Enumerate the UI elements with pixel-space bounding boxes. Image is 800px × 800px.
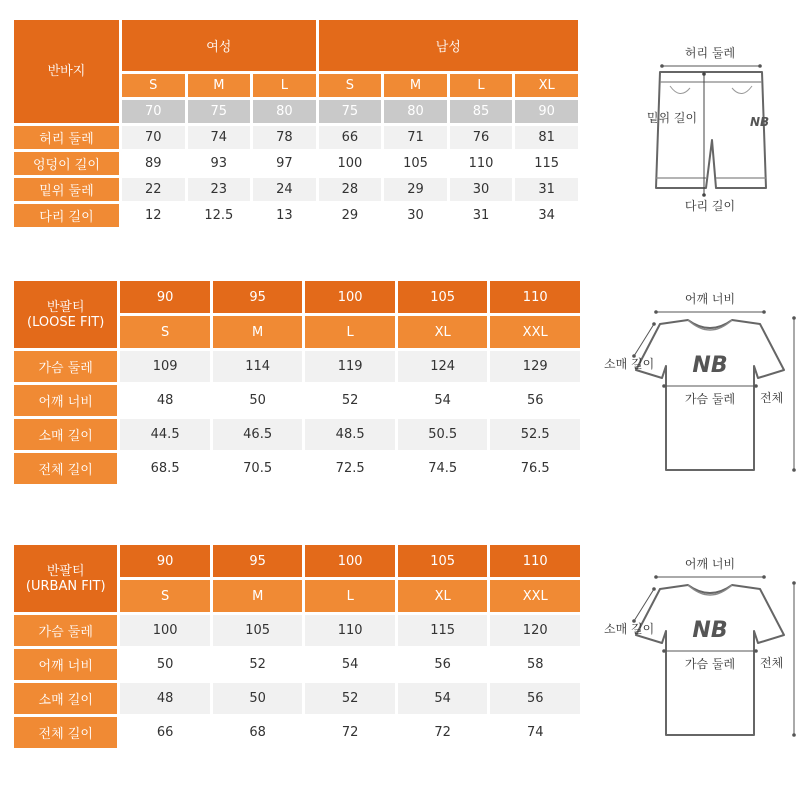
table-row (14, 419, 580, 450)
men-header: 남성 (319, 20, 578, 71)
row-label: 다리 길이 (14, 204, 119, 227)
size-number-cell: 70 (122, 100, 185, 123)
size-number-cell: 110 (490, 545, 580, 577)
value-cell: 50 (213, 385, 303, 416)
size-number-cell: 110 (490, 281, 580, 313)
row-label: 허리 둘레 (14, 126, 119, 149)
value-cell: 28 (319, 178, 382, 201)
value-cell: 13 (253, 204, 316, 227)
waist-label: 허리 둘레 (684, 46, 736, 60)
value-cell: 124 (398, 351, 488, 382)
value-cell: 114 (213, 351, 303, 382)
shorts-size-table (11, 17, 581, 230)
size-number-cell: 90 (515, 100, 578, 123)
size-cell: M (213, 580, 303, 612)
size-cell: XXL (490, 316, 580, 348)
value-cell: 56 (490, 385, 580, 416)
value-cell: 52 (213, 649, 303, 680)
table-row (14, 453, 580, 484)
value-cell: 70.5 (213, 453, 303, 484)
size-number-cell: 85 (450, 100, 513, 123)
loose-tshirt-diagram (600, 290, 796, 480)
value-cell: 50 (120, 649, 210, 680)
value-cell: 68 (213, 717, 303, 748)
value-cell: 120 (490, 615, 580, 646)
row-label: 전체 길이 (14, 717, 117, 748)
value-cell: 54 (398, 683, 488, 714)
size-cell: L (305, 580, 395, 612)
value-cell: 100 (120, 615, 210, 646)
value-cell: 74.5 (398, 453, 488, 484)
value-cell: 48 (120, 385, 210, 416)
row-label: 가슴 둘레 (14, 351, 117, 382)
leg-label: 다리 길이 (684, 199, 736, 213)
value-cell: 66 (319, 126, 382, 149)
value-cell: 115 (515, 152, 578, 175)
value-cell: 105 (213, 615, 303, 646)
size-number-cell: 105 (398, 281, 488, 313)
row-label: 소매 길이 (14, 419, 117, 450)
size-number-cell: 90 (120, 281, 210, 313)
value-cell: 52 (305, 683, 395, 714)
value-cell: 93 (188, 152, 251, 175)
size-number-cell: 75 (319, 100, 382, 123)
size-cell: XL (398, 316, 488, 348)
loose-fit-size-table (11, 278, 583, 487)
shoulder-label: 어깨 너비 (684, 292, 736, 306)
size-number-cell: 100 (305, 281, 395, 313)
value-cell: 44.5 (120, 419, 210, 450)
value-cell: 71 (384, 126, 447, 149)
nb-logo-icon: NB (750, 115, 770, 129)
value-cell: 109 (120, 351, 210, 382)
value-cell: 100 (319, 152, 382, 175)
value-cell: 48.5 (305, 419, 395, 450)
row-label: 가슴 둘레 (14, 615, 117, 646)
table-row (14, 615, 580, 646)
table-row (14, 152, 578, 175)
value-cell: 97 (253, 152, 316, 175)
value-cell: 129 (490, 351, 580, 382)
value-cell: 52.5 (490, 419, 580, 450)
size-number-cell: 75 (188, 100, 251, 123)
sleeve-label: 소매 길이 (604, 357, 655, 371)
loose-fit-title: 반팔티 (LOOSE FIT) (14, 281, 117, 348)
size-cell: S (120, 316, 210, 348)
table-row (14, 351, 580, 382)
size-cell: S (120, 580, 210, 612)
value-cell: 12 (122, 204, 185, 227)
value-cell: 23 (188, 178, 251, 201)
value-cell: 50 (213, 683, 303, 714)
table-row (14, 204, 578, 227)
size-number-cell: 95 (213, 545, 303, 577)
value-cell: 78 (253, 126, 316, 149)
value-cell: 72 (398, 717, 488, 748)
value-cell: 56 (490, 683, 580, 714)
size-number-cell: 105 (398, 545, 488, 577)
value-cell: 24 (253, 178, 316, 201)
value-cell: 30 (384, 204, 447, 227)
table-row (14, 178, 578, 201)
shorts-title: 반바지 (14, 20, 119, 123)
value-cell: 46.5 (213, 419, 303, 450)
row-label: 전체 길이 (14, 453, 117, 484)
size-number-cell: 95 (213, 281, 303, 313)
table-row (14, 126, 578, 149)
value-cell: 52 (305, 385, 395, 416)
size-cell: M (188, 74, 251, 97)
row-label: 밑위 둘레 (14, 178, 119, 201)
value-cell: 56 (398, 649, 488, 680)
value-cell: 81 (515, 126, 578, 149)
size-cell: XXL (490, 580, 580, 612)
table-row (14, 683, 580, 714)
value-cell: 54 (305, 649, 395, 680)
nb-logo-icon: NB (692, 353, 728, 378)
value-cell: 74 (490, 717, 580, 748)
value-cell: 74 (188, 126, 251, 149)
value-cell: 54 (398, 385, 488, 416)
row-label: 어깨 너비 (14, 385, 117, 416)
size-cell: S (122, 74, 185, 97)
size-cell: M (213, 316, 303, 348)
size-cell: L (450, 74, 513, 97)
table-row (14, 717, 580, 748)
size-cell: XL (515, 74, 578, 97)
value-cell: 72.5 (305, 453, 395, 484)
value-cell: 31 (515, 178, 578, 201)
size-cell: M (384, 74, 447, 97)
urban-fit-size-table (11, 542, 583, 751)
urban-tshirt-diagram (600, 555, 796, 745)
value-cell: 68.5 (120, 453, 210, 484)
row-label: 소매 길이 (14, 683, 117, 714)
women-header: 여성 (122, 20, 316, 71)
value-cell: 89 (122, 152, 185, 175)
urban-fit-title: 반팔티 (URBAN FIT) (14, 545, 117, 612)
value-cell: 105 (384, 152, 447, 175)
size-number-cell: 100 (305, 545, 395, 577)
value-cell: 29 (319, 204, 382, 227)
chest-label: 가슴 둘레 (684, 657, 736, 671)
row-label: 엉덩이 길이 (14, 152, 119, 175)
size-cell: L (305, 316, 395, 348)
value-cell: 115 (398, 615, 488, 646)
nb-logo-icon: NB (692, 618, 728, 643)
value-cell: 76.5 (490, 453, 580, 484)
value-cell: 76 (450, 126, 513, 149)
size-number-cell: 90 (120, 545, 210, 577)
chest-label: 가슴 둘레 (684, 392, 736, 406)
value-cell: 72 (305, 717, 395, 748)
value-cell: 34 (515, 204, 578, 227)
value-cell: 29 (384, 178, 447, 201)
value-cell: 58 (490, 649, 580, 680)
size-cell: XL (398, 580, 488, 612)
value-cell: 119 (305, 351, 395, 382)
shorts-diagram (640, 40, 790, 220)
total-label: 전체 (760, 391, 784, 405)
value-cell: 30 (450, 178, 513, 201)
value-cell: 48 (120, 683, 210, 714)
size-cell: S (319, 74, 382, 97)
rise-label: 밑위 길이 (646, 111, 698, 125)
value-cell: 66 (120, 717, 210, 748)
size-cell: L (253, 74, 316, 97)
value-cell: 12.5 (188, 204, 251, 227)
size-number-cell: 80 (253, 100, 316, 123)
sleeve-label: 소매 길이 (604, 622, 655, 636)
value-cell: 110 (450, 152, 513, 175)
value-cell: 31 (450, 204, 513, 227)
table-row (14, 649, 580, 680)
value-cell: 110 (305, 615, 395, 646)
row-label: 어깨 너비 (14, 649, 117, 680)
shoulder-label: 어깨 너비 (684, 557, 736, 571)
table-row (14, 385, 580, 416)
total-label: 전체 (760, 656, 784, 670)
value-cell: 70 (122, 126, 185, 149)
size-number-cell: 80 (384, 100, 447, 123)
value-cell: 50.5 (398, 419, 488, 450)
value-cell: 22 (122, 178, 185, 201)
